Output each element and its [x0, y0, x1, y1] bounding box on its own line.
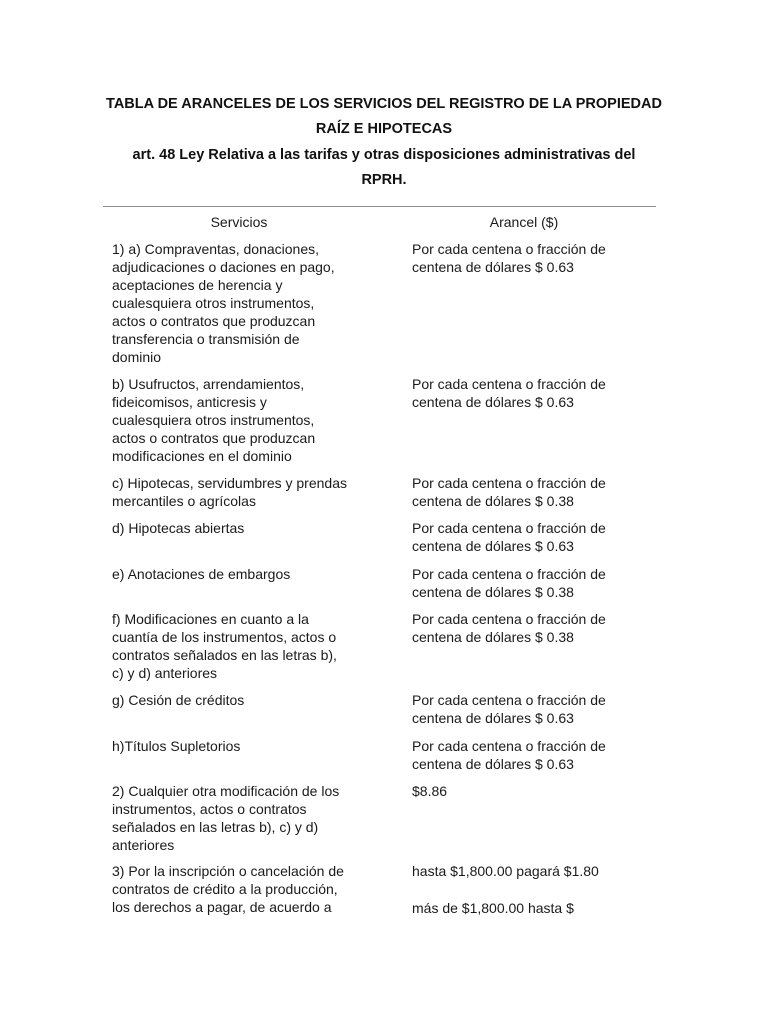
- document-subtitle: art. 48 Ley Relativa a las tarifas y otras disposiciones administrativas del RPRH.: [132, 147, 636, 188]
- table-row-fee: Por cada centena o fracción de centena de dólares $ 0.63: [412, 376, 606, 410]
- table-row-service: b) Usufructos, arrendamientos, fideicomisos, anticresis y cualesquiera otros instrumentos, actos o contratos que produzcan modificaciones en el dominio: [112, 376, 316, 464]
- table-row-fee-continued: más de $1,800.00 hasta $: [412, 900, 574, 916]
- table-row-fee: Por cada centena o fracción de centena de dólares $ 0.63: [412, 692, 606, 726]
- document-title: TABLA DE ARANCELES DE LOS SERVICIOS DEL REGISTRO DE LA PROPIEDAD RAÍZ E HIPOTECAS: [106, 96, 662, 137]
- table-row-service: c) Hipotecas, servidumbres y prendas mercantiles o agrícolas: [112, 475, 347, 509]
- table-top-rule: [103, 206, 656, 207]
- column-header-fee: Arancel ($): [489, 214, 559, 230]
- table-row-service: e) Anotaciones de embargos: [112, 566, 291, 582]
- table-row-fee: hasta $1,800.00 pagará $1.80: [412, 863, 599, 879]
- table-row-fee: Por cada centena o fracción de centena de dólares $ 0.63: [412, 241, 606, 275]
- table-row-fee: Por cada centena o fracción de centena de dólares $ 0.63: [412, 738, 606, 772]
- table-row-fee: Por cada centena o fracción de centena de dólares $ 0.38: [412, 475, 606, 509]
- table-row-service: d) Hipotecas abiertas: [112, 520, 245, 536]
- table-row-fee: Por cada centena o fracción de centena de dólares $ 0.63: [412, 520, 606, 554]
- table-row-service: 1) a) Compraventas, donaciones, adjudicaciones o daciones en pago, aceptaciones de herencia y cualesquiera otros instrumentos, actos o contratos que produzcan transferencia o transmisión de dominio: [112, 241, 335, 365]
- table-row-fee: Por cada centena o fracción de centena de dólares $ 0.38: [412, 566, 606, 600]
- table-row-service: g) Cesión de créditos: [112, 692, 245, 708]
- column-header-services: Servicios: [210, 214, 268, 230]
- table-row-fee: Por cada centena o fracción de centena de dólares $ 0.38: [412, 611, 606, 645]
- table-row-service: 3) Por la inscripción o cancelación de contratos de crédito a la producción, los derechos a pagar, de acuerdo a: [112, 863, 344, 915]
- table-row-service: 2) Cualquier otra modificación de los instrumentos, actos o contratos señalados en las letras b), c) y d) anteriores: [112, 783, 340, 853]
- table-row-service: f) Modificaciones en cuanto a la cuantía de los instrumentos, actos o contratos señalados en las letras b), c) y d) anteriores: [112, 611, 337, 681]
- table-row-service: h)Títulos Supletorios: [112, 738, 241, 754]
- table-row-fee: $8.86: [412, 783, 448, 799]
